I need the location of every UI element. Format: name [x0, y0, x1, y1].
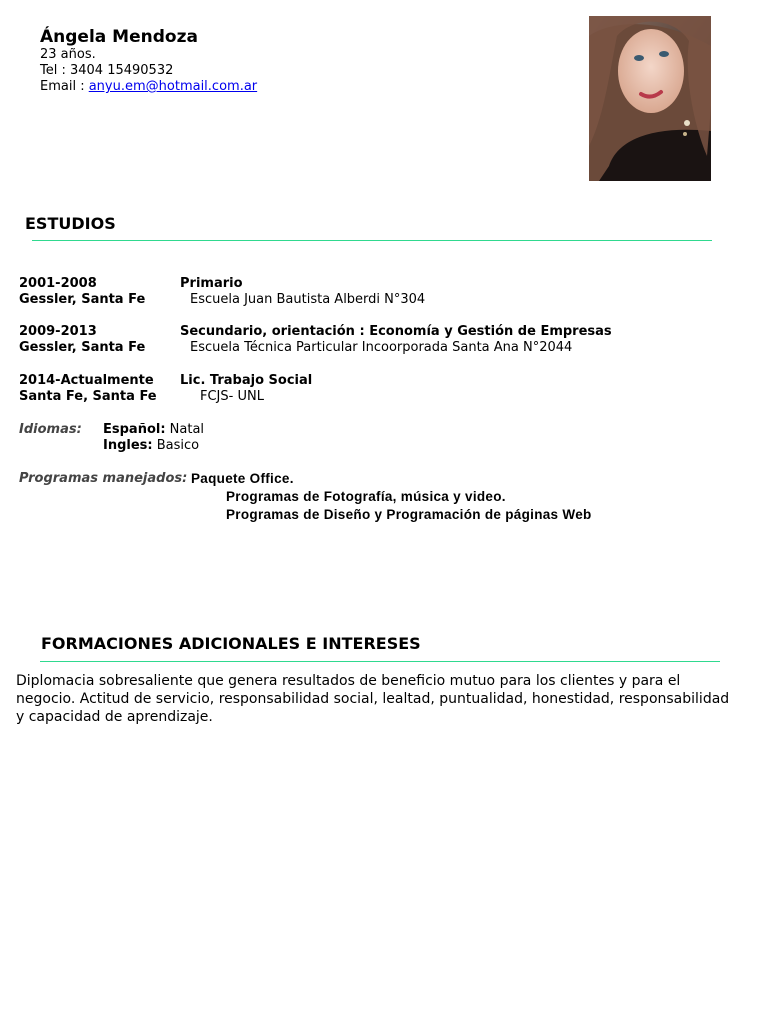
edu-years: 2001-2008 — [19, 276, 97, 291]
language-level: Basico — [152, 438, 200, 453]
program-item: Paquete Office. — [191, 471, 294, 486]
language-item — [103, 422, 204, 437]
extra-description: Diplomacia sobresaliente que genera resultados de beneficio mutuo para los clientes y para el negocio. Actitud de servicio, responsabilidad social, lealtad, puntualidad, honestidad, responsabilidad y capacidad de aprendizaje. — [16, 673, 730, 725]
edu-years: 2014-Actualmente — [19, 373, 154, 388]
edu-school: Escuela Técnica Particular Incoorporada Santa Ana N°2044 — [190, 340, 573, 355]
section-divider — [40, 661, 720, 662]
language-item — [103, 438, 199, 453]
edu-place: Gessler, Santa Fe — [19, 340, 146, 355]
section-title-extra: FORMACIONES ADICIONALES E INTERESES — [41, 634, 421, 653]
edu-place: Santa Fe, Santa Fe — [19, 389, 157, 404]
language-name: Español: — [103, 422, 166, 437]
profile-photo — [589, 16, 711, 181]
email-row — [40, 79, 257, 95]
edu-school: Escuela Juan Bautista Alberdi N°304 — [190, 292, 426, 307]
program-item: Programas de Fotografía, música y video. — [226, 489, 506, 504]
edu-years: 2009-2013 — [19, 324, 97, 339]
candidate-age: 23 años. — [40, 47, 96, 62]
languages-label: Idiomas: — [19, 422, 82, 437]
edu-degree: Lic. Trabajo Social — [180, 373, 313, 388]
edu-school: FCJS- UNL — [200, 389, 264, 404]
candidate-name: Ángela Mendoza — [40, 27, 198, 47]
language-level: Natal — [165, 422, 205, 437]
section-title-studies: ESTUDIOS — [25, 214, 116, 233]
programs-label: Programas manejados: — [19, 471, 188, 486]
email-link[interactable]: anyu.em@hotmail.com.ar — [88, 79, 258, 94]
edu-place: Gessler, Santa Fe — [19, 292, 146, 307]
program-item: Programas de Diseño y Programación de páginas Web — [226, 507, 592, 522]
edu-degree: Primario — [180, 276, 243, 291]
language-name: Ingles: — [103, 438, 153, 453]
email-label: Email : — [40, 79, 89, 94]
edu-degree: Secundario, orientación : Economía y Gestión de Empresas — [180, 324, 612, 339]
candidate-phone: Tel : 3404 15490532 — [40, 63, 174, 78]
section-divider — [32, 240, 712, 241]
